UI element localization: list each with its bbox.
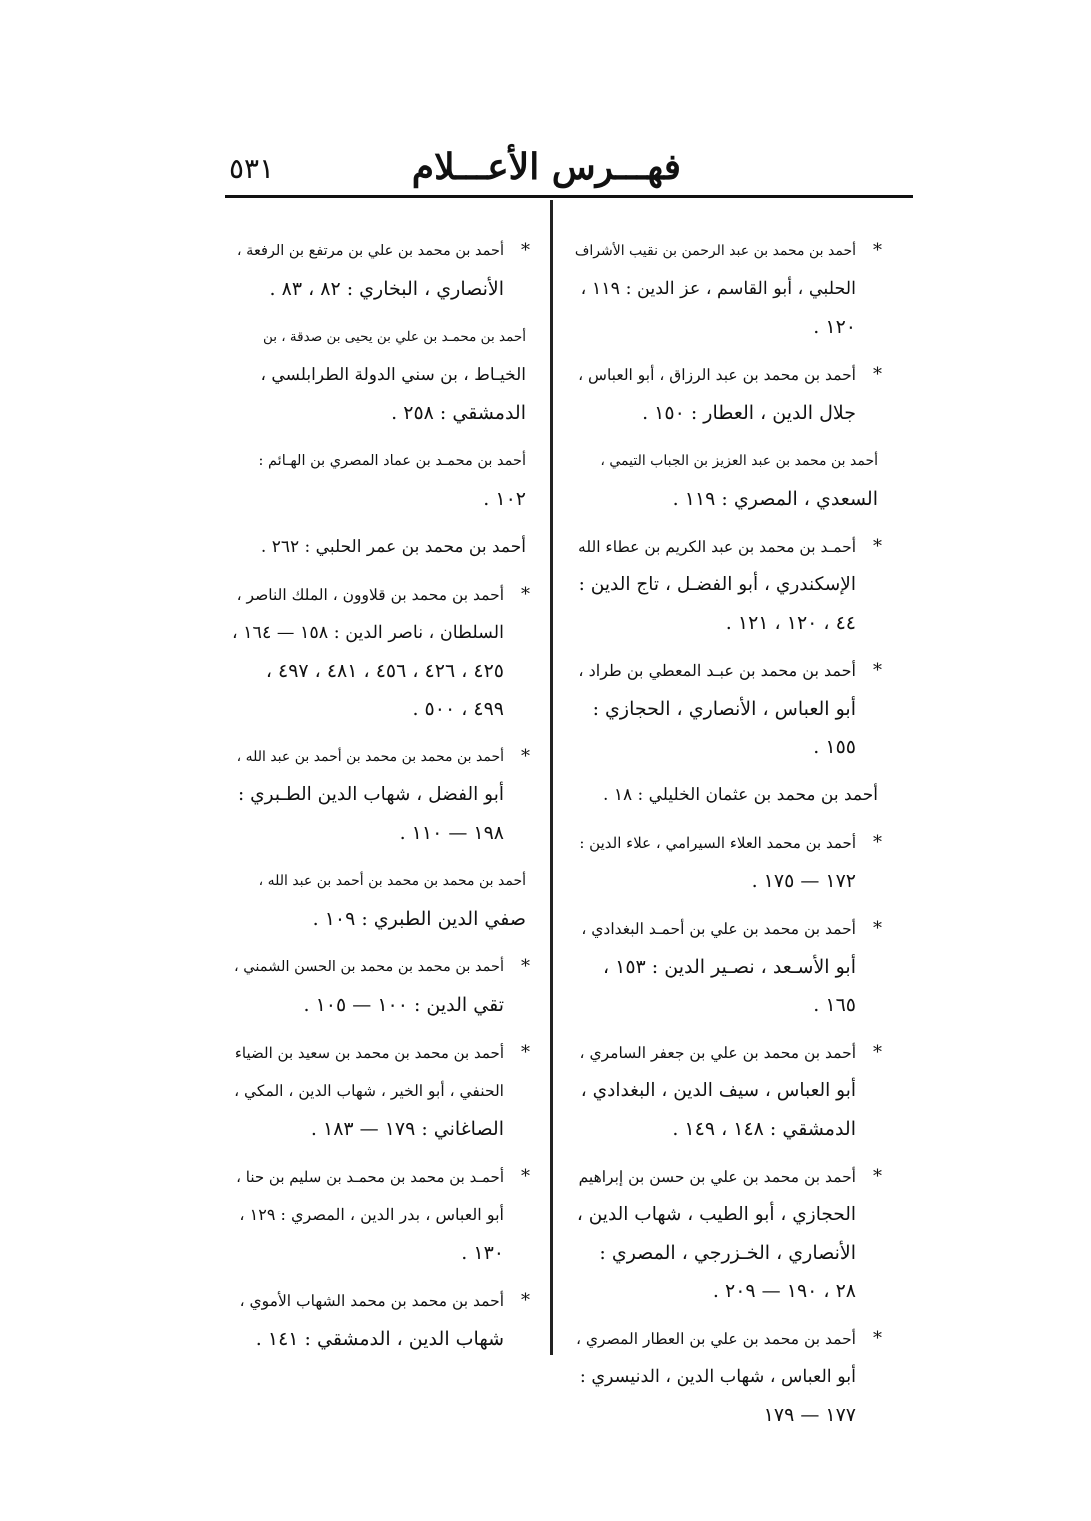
star-marker: * [873, 660, 882, 681]
page-number: ٥٣١ [229, 152, 275, 185]
index-entry [570, 356, 882, 432]
entry-line: أحمد بن محمد بن قلاوون ، الملك الناصر ، [236, 586, 504, 604]
entry-line: أحمد بن محمد بن عبـد المعطي بن طراد ، [578, 661, 856, 680]
index-entry [228, 576, 530, 728]
star-marker: * [521, 1290, 530, 1311]
entry-line: أبو العباس ، سيف الدين ، البغدادي ، [580, 1080, 856, 1101]
left-column [228, 232, 530, 1368]
entry-line: أحمد بن محمد بن عبد العزيز بن الجباب التيمي ، [600, 453, 878, 469]
entry-line: ١٠٢ . [483, 488, 526, 510]
star-marker: * [873, 918, 882, 939]
entry-line: أبو الفضل ، شهاب الدين الطـبري : [238, 784, 504, 805]
right-column [570, 232, 882, 1444]
index-entry [570, 776, 882, 814]
index-entry [570, 442, 882, 518]
page-header [225, 138, 913, 188]
entry-line: الأنصاري ، الخـزرجي ، المصري : [599, 1242, 856, 1264]
entry-line: الدمشقي : ١٤٨ ، ١٤٩ . [672, 1118, 856, 1140]
entry-line: السعدي ، المصري : ١١٩ . [672, 488, 878, 510]
index-entry [228, 232, 530, 308]
star-marker: * [521, 1042, 530, 1063]
entry-line: صفي الدين الطبري : ١٠٩ . [312, 908, 526, 930]
star-marker: * [521, 956, 530, 977]
entry-line: الأنصاري ، البخاري : ٨٢ ، ٨٣ . [269, 278, 504, 300]
entry-line: ١٧٧ — ١٧٩ [763, 1404, 856, 1426]
entry-line: أحمد بن محمد بن علي بن أحمـد البغدادي ، [581, 920, 856, 938]
entry-line: أحمد بن محمد بن محمد الشهاب الأموي ، [239, 1292, 504, 1310]
star-marker: * [873, 832, 882, 853]
entry-line: ٤٩٩ ، ٥٠٠ . [412, 698, 504, 720]
entry-line: أحمد بن محمـد بن علي بن يحيى بن صدقة ، بن [262, 329, 526, 345]
entry-line: ١٣٠ . [461, 1242, 504, 1264]
index-entry [228, 528, 530, 566]
entry-line: ٤٤ ، ١٢٠ ، ١٢١ . [725, 612, 856, 634]
entry-line: ١٢٠ . [813, 316, 856, 338]
entry-line: أحمـد بن محمد بن محمـد بن سليم بن حنا ، [236, 1168, 504, 1186]
entry-line: أحمد بن محمد بن علي بن مرتفع بن الرفعة ، [236, 243, 504, 259]
entry-line: الحنفي ، أبو الخير ، شهاب الدين ، المكي ، [234, 1082, 504, 1100]
entry-line: ١٩٨ — ١١٠ . [399, 822, 504, 844]
entry-line: الحلبي ، أبو القاسم ، عز الدين : ١١٩ ، [580, 279, 856, 299]
entry-line: أحمد بن محمد بن عبد الرزاق ، أبو العباس ، [578, 366, 856, 384]
index-entry [570, 652, 882, 766]
index-entry [570, 1158, 882, 1310]
entry-line: أحمد بن محمد بن محمد بن أحمد بن عبد الله ، [258, 873, 526, 889]
entry-line: السلطان ، ناصر الدين : ١٥٨ — ١٦٤ ، [231, 623, 504, 643]
entry-line: أحمد بن محمد بن محمد بن أحمد بن عبد الله ، [236, 749, 504, 765]
index-entry [228, 1158, 530, 1272]
star-marker: * [873, 1042, 882, 1063]
entry-line: جلال الدين ، العطار : ١٥٠ . [642, 402, 856, 424]
index-entry [228, 1034, 530, 1148]
star-marker: * [521, 240, 530, 261]
star-marker: * [873, 1166, 882, 1187]
column-divider [550, 200, 553, 1355]
entry-line: الإسكندري ، أبو الفضـل ، تاج الدين : [578, 574, 856, 595]
star-marker: * [521, 746, 530, 767]
star-marker: * [521, 1166, 530, 1187]
index-entry [570, 824, 882, 900]
entry-line: شهاب الدين ، الدمشقي : ١٤١ . [255, 1328, 504, 1350]
entry-line: أبو العباس ، بدر الدين ، المصري : ١٢٩ ، [239, 1205, 504, 1224]
index-entry [570, 910, 882, 1024]
index-entry [228, 948, 530, 1024]
star-marker: * [873, 364, 882, 385]
entry-line: أحمد بن محمد بن علي بن حسن بن إبراهيم [578, 1168, 856, 1186]
entry-line: الخيـاط ، بن سني الدولة الطرابلسي ، [260, 365, 526, 385]
star-marker: * [873, 1328, 882, 1349]
entry-line: ٤٢٥ ، ٤٢٦ ، ٤٥٦ ، ٤٨١ ، ٤٩٧ ، [265, 660, 504, 682]
entry-line: أحمد بن محمد بن محمد بن الحسن الشمني ، [233, 959, 504, 975]
entry-line: أحمد بن محمد بن محمد بن سعيد بن الضياء [234, 1044, 504, 1062]
index-entry [570, 1320, 882, 1434]
index-entry [570, 528, 882, 642]
entry-line: أحمد بن محمد العلاء السيرامي ، علاء الدين : [579, 834, 856, 852]
index-entry [570, 1034, 882, 1148]
entry-line: ٢٨ ، ١٩٠ — ٢٠٩ . [712, 1280, 856, 1302]
index-entry [228, 318, 530, 432]
entry-line: أحمد بن محمد بن عبد الرحمن بن نقيب الأشراف [574, 243, 856, 259]
entry-line: أبو الأسـعد ، نصـير الدين : ١٥٣ ، [602, 956, 856, 978]
entry-line: ١٥٥ . [813, 736, 856, 758]
entry-line: أحمد بن محمد بن عثمان الخليلي : ١٨ . [603, 785, 878, 805]
entry-line: أحمـد بن محمد بن عبد الكريم بن عطاء الله [578, 538, 856, 556]
entry-line: أبو العباس ، الأنصاري ، الحجازي : [592, 698, 856, 720]
star-marker: * [521, 584, 530, 605]
entry-line: الصاغاني : ١٧٩ — ١٨٣ . [310, 1118, 504, 1140]
index-entry [228, 1282, 530, 1358]
entry-line: أبو العباس ، شهاب الدين ، الدنيسري : [579, 1367, 856, 1387]
index-entry [570, 232, 882, 346]
index-entry [228, 738, 530, 852]
entry-line: تقي الدين : ١٠٠ — ١٠٥ . [303, 994, 504, 1016]
entry-line: أحمد بن محمد بن علي بن جعفر السامري ، [579, 1044, 856, 1062]
entry-line: ١٦٥ . [813, 994, 856, 1016]
index-entry [228, 442, 530, 518]
index-entry [228, 862, 530, 938]
entry-line: الدمشقي : ٢٥٨ . [391, 402, 526, 424]
entry-line: أحمد بن محمد بن علي بن العطار المصري ، [576, 1330, 856, 1348]
entry-line: أحمد بن محمـد بن عماد المصري بن الهـائم : [258, 453, 526, 469]
star-marker: * [873, 240, 882, 261]
entry-line: الحجازي ، أبو الطيب ، شهاب الدين ، [576, 1204, 856, 1225]
star-marker: * [873, 536, 882, 557]
entry-line: ١٧٢ — ١٧٥ . [751, 870, 856, 892]
page-title: فهـــرس الأعـــلام [411, 146, 681, 188]
header-rule [225, 195, 913, 198]
entry-line: أحمد بن محمد بن عمر الحلبي : ٢٦٢ . [260, 537, 526, 557]
